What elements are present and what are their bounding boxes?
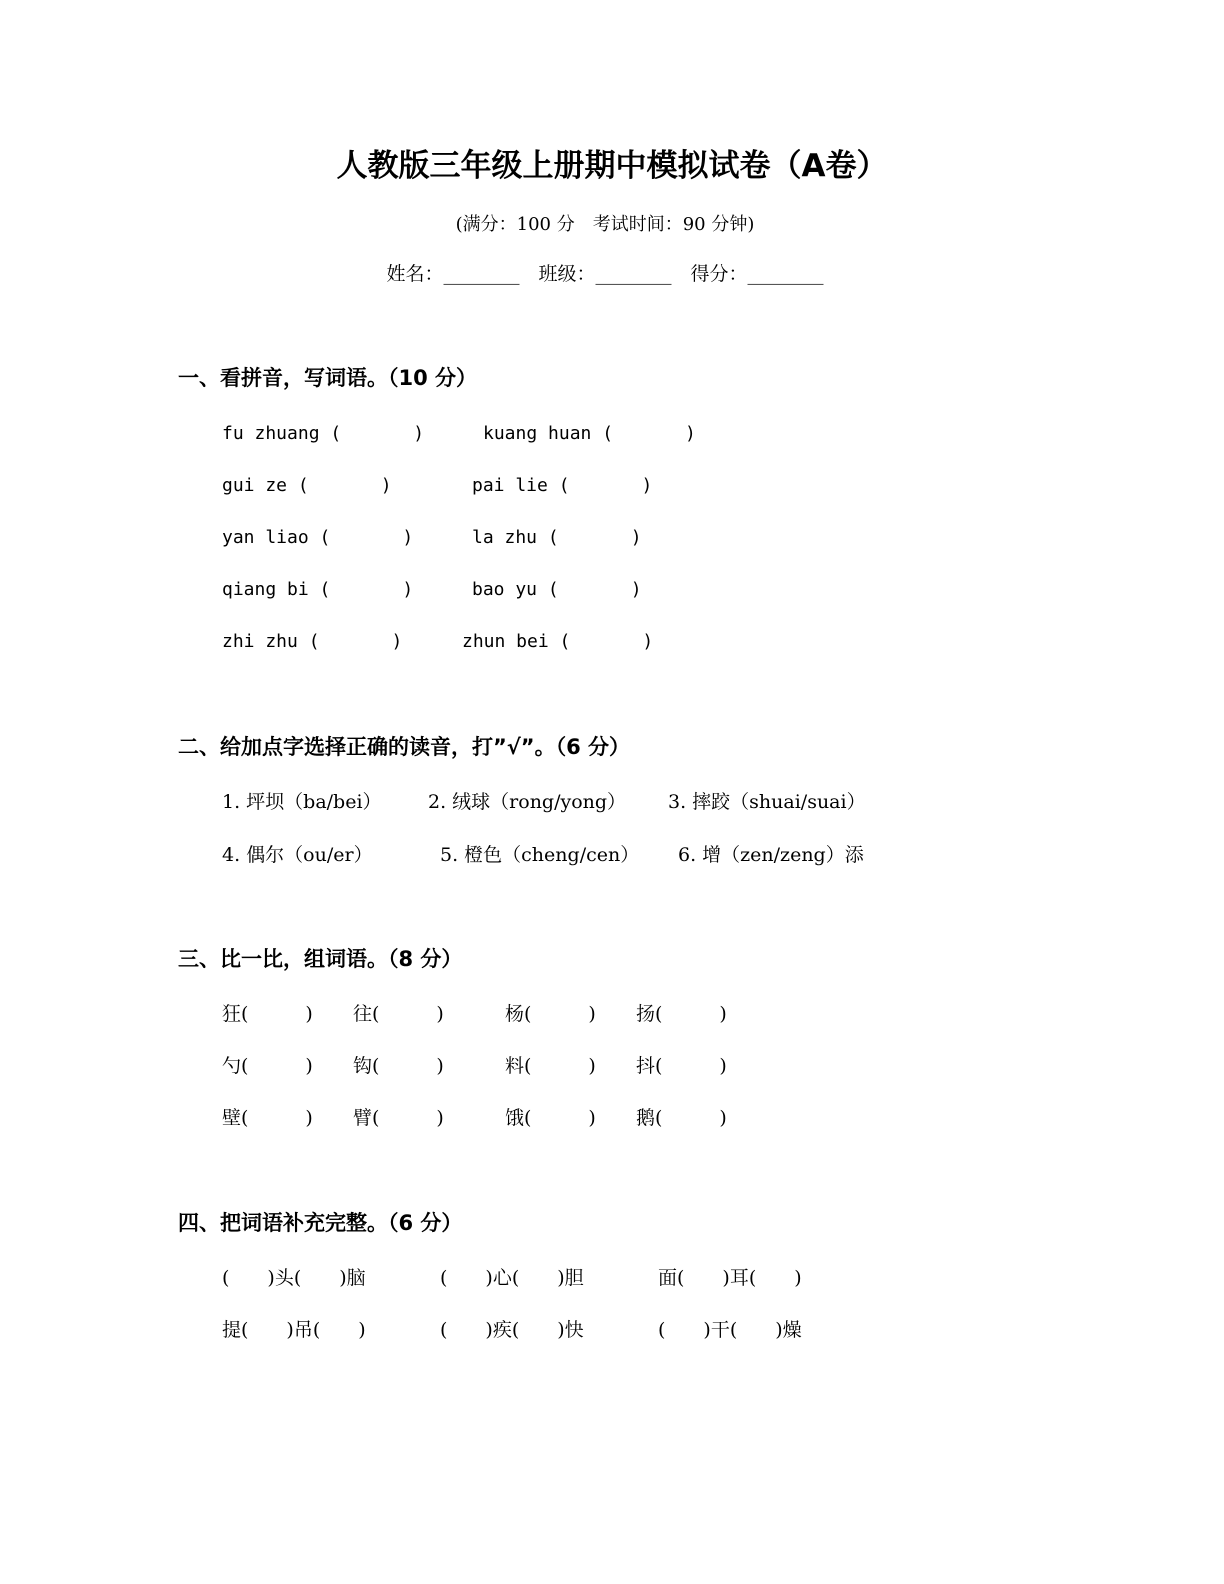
idiom-item: 提( )吊( ) bbox=[222, 1319, 366, 1341]
page-title: 人教版三年级上册期中模拟试卷（A卷） bbox=[336, 148, 888, 184]
word-group-item: 往( ) bbox=[353, 1003, 444, 1025]
word-group-item: 饿( ) bbox=[505, 1107, 596, 1129]
pronunciation-item: 6. 增（zen/zeng）添 bbox=[678, 844, 864, 866]
section-1-heading: 一、看拼音，写词语。（10 分） bbox=[178, 366, 478, 390]
idiom-item: ( )头( )脑 bbox=[222, 1267, 366, 1289]
section-3-heading: 三、比一比，组词语。（8 分） bbox=[178, 947, 463, 971]
pinyin-item: zhi zhu ( ) bbox=[222, 631, 403, 652]
pronunciation-item: 5. 橙色（cheng/cen） bbox=[440, 844, 640, 866]
section-4-heading: 四、把词语补充完整。（6 分） bbox=[178, 1211, 463, 1235]
pinyin-item: la zhu ( ) bbox=[472, 527, 642, 548]
word-group-item: 鹅( ) bbox=[636, 1107, 727, 1129]
pinyin-item: fu zhuang ( ) bbox=[222, 423, 425, 444]
idiom-item: ( )心( )胆 bbox=[440, 1267, 584, 1289]
word-group-item: 壁( ) bbox=[222, 1107, 313, 1129]
pinyin-item: qiang bi ( ) bbox=[222, 579, 414, 600]
word-group-item: 钩( ) bbox=[353, 1055, 444, 1077]
word-group-item: 臂( ) bbox=[353, 1107, 444, 1129]
word-group-item: 料( ) bbox=[505, 1055, 596, 1077]
word-group-item: 扬( ) bbox=[636, 1003, 727, 1025]
pinyin-item: bao yu ( ) bbox=[472, 579, 642, 600]
word-group-item: 狂( ) bbox=[222, 1003, 313, 1025]
pinyin-item: kuang huan ( ) bbox=[483, 423, 696, 444]
idiom-item: ( )疾( )快 bbox=[440, 1319, 584, 1341]
word-group-item: 抖( ) bbox=[636, 1055, 727, 1077]
student-info-line: 姓名：________ 班级：________ 得分：________ bbox=[386, 263, 824, 285]
exam-subtitle: (满分：100 分 考试时间：90 分钟) bbox=[455, 214, 755, 235]
pinyin-item: gui ze ( ) bbox=[222, 475, 392, 496]
pronunciation-item: 2. 绒球（rong/yong） bbox=[428, 791, 627, 813]
pinyin-item: yan liao ( ) bbox=[222, 527, 414, 548]
word-group-item: 勺( ) bbox=[222, 1055, 313, 1077]
idiom-item: ( )干( )燥 bbox=[658, 1319, 802, 1341]
pinyin-item: zhun bei ( ) bbox=[462, 631, 654, 652]
pronunciation-item: 3. 摔跤（shuai/suai） bbox=[668, 791, 866, 813]
pinyin-item: pai lie ( ) bbox=[472, 475, 653, 496]
idiom-item: 面( )耳( ) bbox=[658, 1267, 802, 1289]
pronunciation-item: 1. 坪坝（ba/bei） bbox=[222, 791, 382, 813]
pronunciation-item: 4. 偶尔（ou/er） bbox=[222, 844, 373, 866]
section-2-heading: 二、给加点字选择正确的读音，打”√”。（6 分） bbox=[178, 735, 631, 759]
word-group-item: 杨( ) bbox=[505, 1003, 596, 1025]
